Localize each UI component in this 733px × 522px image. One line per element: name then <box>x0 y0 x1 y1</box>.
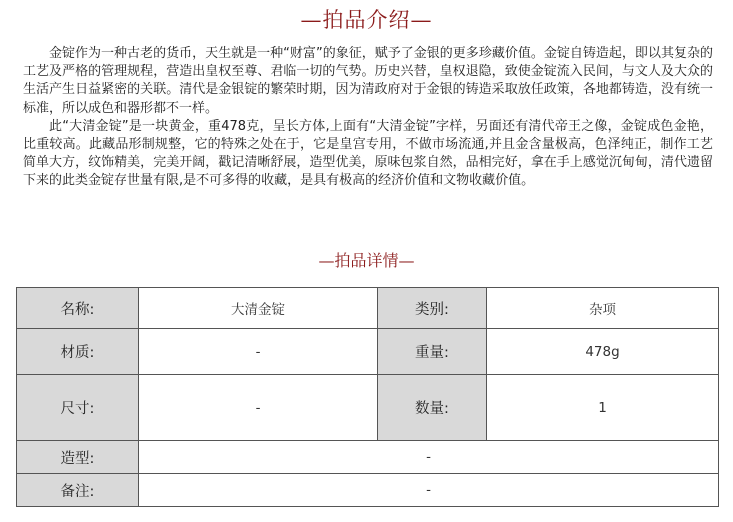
details-heading: —拍品详情— <box>318 251 415 270</box>
name-value: 大清金锭 <box>139 288 378 329</box>
name-label: 名称: <box>17 288 139 329</box>
table-row <box>17 329 719 375</box>
quantity-label: 数量: <box>378 375 487 441</box>
quantity-value: 1 <box>487 375 719 441</box>
table-row <box>17 375 719 441</box>
table-row <box>17 474 719 507</box>
intro-paragraph-1: 金锭作为一种古老的货币，天生就是一种“财富”的象征，赋予了金银的更多珍藏价值。金锭自铸造起，即以其复杂的工艺及严格的管理规程，营造出皇权至尊、君临一切的气势。历史兴替，皇权退隐，致使金锭流入民间，与文人及大众的生活产生日益紧密的关联。清代是金银锭的繁荣时期，因为清政府对于金银的铸造采取放任政策，各地都铸造，没有统一标准，所以成色和器形都不一样。 <box>23 46 713 116</box>
weight-value: 478g <box>487 329 719 375</box>
remark-value: - <box>139 474 719 507</box>
category-value: 杂项 <box>487 288 719 329</box>
details-table <box>16 287 719 507</box>
remark-label: 备注: <box>17 474 139 507</box>
intro-paragraph-2: 此“大清金锭”是一块黄金，重478克，呈长方体,上面有“大清金锭”字样，另面还有清代帝王之像，金锭成色金艳，比重较高。此藏品形制规整，它的特殊之处在于，它是皇宫专用，不做市场流通,并且金含量极高，色泽纯正，制作工艺简单大方，纹饰精美，完美开阔，戳记清晰舒展，造型优美，原味包浆自然，品相完好，拿在手上感觉沉甸甸，清代遗留下来的此类金锭存世量有限,是不可多得的收藏，是具有极高的经济价值和文物收藏价值。 <box>23 118 713 189</box>
weight-label: 重量: <box>378 329 487 375</box>
table-row <box>17 441 719 474</box>
intro-heading: —拍品介绍— <box>300 8 433 32</box>
shape-label: 造型: <box>17 441 139 474</box>
category-label: 类别: <box>378 288 487 329</box>
material-value: - <box>139 329 378 375</box>
intro-text <box>23 45 713 191</box>
table-row <box>17 288 719 329</box>
size-label: 尺寸: <box>17 375 139 441</box>
material-label: 材质: <box>17 329 139 375</box>
size-value: - <box>139 375 378 441</box>
shape-value: - <box>139 441 719 474</box>
